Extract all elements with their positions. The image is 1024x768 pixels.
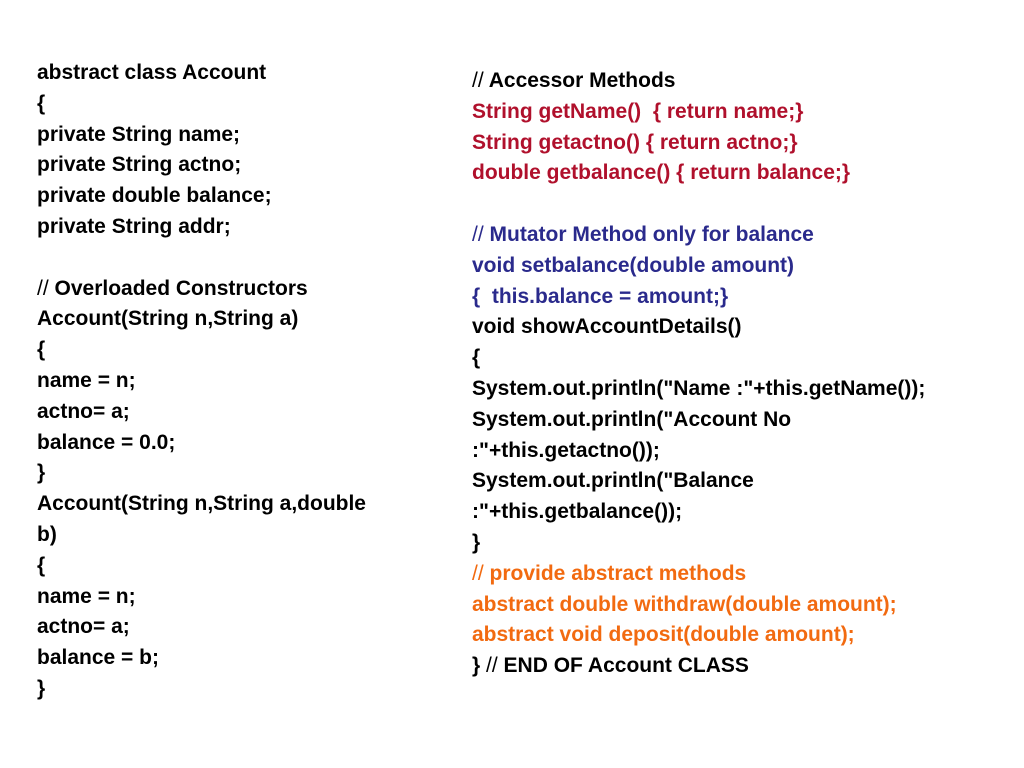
blank-line: [37, 243, 447, 274]
show-details-signature: void showAccountDetails(): [472, 315, 742, 339]
ctor2-open-brace: {: [37, 553, 46, 577]
mutator-signature: void setbalance(double amount): [472, 253, 795, 277]
comment-slashes: //: [472, 561, 484, 585]
blank-line: [472, 189, 1024, 220]
class-open-brace: {: [37, 91, 46, 115]
abstract-comment: [472, 559, 1024, 590]
show-details-body-line: :"+this.getbalance());: [472, 500, 683, 524]
ctor2-body-line: name = n;: [37, 584, 136, 608]
show-details-open-brace: {: [472, 346, 481, 370]
comment-text: Overloaded Constructors: [48, 276, 308, 300]
ctor1-open-brace: {: [37, 338, 46, 362]
ctor2-signature-line2: b): [37, 522, 57, 546]
accessor-method-line: String getName() { return name;}: [472, 99, 804, 123]
abstract-method-line: abstract void deposit(double amount);: [472, 623, 855, 647]
right-code-column: [472, 66, 1024, 682]
mutator-comment: [472, 220, 1024, 251]
abstract-method-line: abstract double withdraw(double amount);: [472, 592, 897, 616]
comment-slashes: //: [37, 276, 49, 300]
ctor1-signature: Account(String n,String a): [37, 307, 299, 331]
accessor-method-line: String getactno() { return actno;}: [472, 130, 798, 154]
mutator-body: { this.balance = amount;}: [472, 284, 729, 308]
field-line: private String actno;: [37, 153, 242, 177]
ctor1-body-line: name = n;: [37, 368, 136, 392]
field-line: private String addr;: [37, 214, 231, 238]
accessor-comment: [472, 66, 1024, 97]
class-declaration: abstract class Account: [37, 61, 267, 84]
ctor2-close-brace: }: [37, 676, 46, 700]
show-details-body-line: :"+this.getactno());: [472, 438, 660, 462]
ctor1-close-brace: }: [37, 461, 46, 485]
show-details-body-line: System.out.println("Name :"+this.getName());: [472, 376, 926, 400]
show-details-body-line: System.out.println("Balance: [472, 469, 754, 493]
comment-text: Accessor Methods: [483, 69, 676, 92]
constructors-comment: [37, 274, 447, 305]
ctor1-body-line: actno= a;: [37, 399, 130, 423]
end-of-class-line: [472, 651, 1024, 682]
comment-slashes: //: [472, 69, 484, 92]
comment-slashes: //: [472, 222, 484, 246]
accessor-method-line: double getbalance() { return balance;}: [472, 161, 851, 185]
comment-text: Mutator Method only for balance: [483, 222, 814, 246]
comment-text: provide abstract methods: [483, 561, 747, 585]
ctor2-body-line: balance = b;: [37, 646, 159, 670]
show-details-close-brace: }: [472, 530, 481, 554]
left-code-column: [37, 58, 447, 705]
field-line: private String name;: [37, 122, 241, 146]
end-brace: }: [472, 654, 481, 678]
comment-slashes: //: [480, 654, 498, 678]
comment-text: END OF Account CLASS: [497, 654, 749, 678]
ctor2-body-line: actno= a;: [37, 615, 130, 639]
ctor2-signature-line1: Account(String n,String a,double: [37, 492, 366, 516]
ctor1-body-line: balance = 0.0;: [37, 430, 176, 454]
field-line: private double balance;: [37, 184, 272, 208]
show-details-body-line: System.out.println("Account No: [472, 407, 792, 431]
